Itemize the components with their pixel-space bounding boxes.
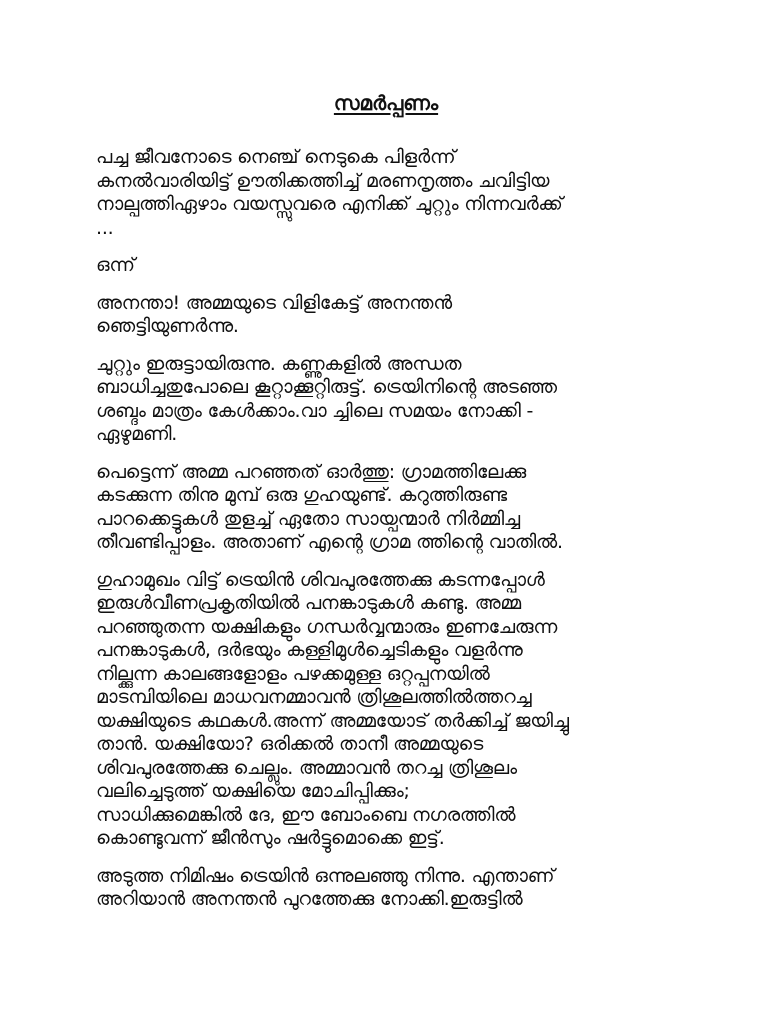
- body-paragraph: [96, 461, 676, 555]
- document-page: [96, 90, 676, 926]
- text-line: തീവണ്ടിപ്പാളം. അതാണ് എന്റെ ഗ്രാമ ത്തിന്റെ വാതിൽ.: [96, 531, 563, 553]
- text-line: വലിച്ചെടുത്ത് യക്ഷിയെ മോചിപ്പിക്കും;: [96, 780, 410, 802]
- text-line: ...: [96, 216, 114, 239]
- text-line: ഞെട്ടിയുണർന്നു.: [96, 315, 239, 337]
- text-line: ഒന്ന്: [96, 254, 135, 276]
- text-line: ഗുഹാമുഖം വിട്ട് ട്രെയിൻ ശിവപുരത്തേക്കു കടന്നപ്പോൾ: [96, 568, 545, 591]
- text-line: കൊണ്ടുവന്ന് ജീൻസും ഷർട്ടുമൊക്കെ ഇട്ട്.: [96, 827, 445, 849]
- dedication-paragraph: [96, 146, 676, 240]
- text-line: കടക്കുന്ന തിനു മുമ്പ് ഒരു ഗുഹയുണ്ട്. കറുത്തിരുണ്ട: [96, 484, 507, 506]
- text-line: താൻ. യക്ഷിയോ? ഒരിക്കൽ താനീ അമ്മയുടെ: [96, 733, 484, 755]
- text-line: അനന്താ! അമ്മയുടെ വിളികേട്ട് അനന്തൻ: [96, 291, 452, 314]
- text-line: നില്ക്കുന്ന കാലങ്ങളോളം പഴക്കമുള്ള ഒറ്റപ്പനയിൽ: [96, 662, 490, 685]
- body-paragraph: [96, 569, 676, 851]
- text-line: കനൽവാരിയിട്ട് ഊതിക്കത്തിച്ച് മരണനൃത്തം ചവിട്ടിയ: [96, 169, 550, 192]
- text-line: ശബ്ദം മാത്രം കേൾക്കാം.വാ ച്ചിലെ സമയം നോക്കി -: [96, 399, 534, 422]
- text-line: ഇരുൾവീണപ്രകൃതിയിൽ പനങ്കാടുകൾ കണ്ടു. അമ്മ: [96, 592, 521, 614]
- text-line: ബാധിച്ചതുപോലെ കൂറ്റാക്കൂറ്റിരുട്ട്. ട്രെയിനിന്റെ അടഞ്ഞ: [96, 376, 557, 398]
- text-line: ശിവപുരത്തേക്കു ചെല്ലും. അമ്മാവൻ തറച്ച ത്രിശൂലം: [96, 756, 517, 779]
- text-line: പെട്ടെന്ന് അമ്മ പറഞ്ഞത് ഓർത്തു: ഗ്രാമത്തിലേക്കു: [96, 460, 527, 483]
- text-line: അറിയാൻ അനന്തൻ പുറത്തേക്കു നോക്കി.ഇരുട്ടിൽ: [96, 888, 523, 910]
- text-line: അടുത്ത നിമിഷം ട്രെയിൻ ഒന്നുലഞ്ഞു നിന്നു. എന്താണ്: [96, 864, 555, 887]
- text-line: പനങ്കാടുകൾ, ദർഭയും കള്ളിമുൾച്ചെടികളും വളർന്നു: [96, 639, 523, 661]
- text-line: ഏഴുമണി.: [96, 423, 178, 445]
- text-line: യക്ഷിയുടെ കഥകൾ.അന്ന് അമ്മയോട് തർക്കിച്ച് ജയിച്ചു: [96, 709, 569, 732]
- body-paragraph: [96, 292, 676, 339]
- body-paragraph: [96, 353, 676, 447]
- text-line: പച്ച ജീവനോടെ നെഞ്ച് നെടുകെ പിളർന്ന്: [96, 146, 456, 168]
- body-paragraph: [96, 865, 676, 912]
- text-line: മാടമ്പിയിലെ മാധവനമ്മാവൻ ത്രിശൂലത്തിൽത്തറച്ച: [96, 686, 532, 708]
- page-title: സമർപ്പണം: [333, 91, 439, 115]
- text-line: പാറക്കെട്ടുകൾ തുളച്ച് ഏതോ സായ്പന്മാർ നിർമ്മിച്ച: [96, 507, 520, 530]
- text-line: പറഞ്ഞുതന്ന യക്ഷികളും ഗന്ധർവ്വന്മാരും ഇണചേരുന്ന: [96, 615, 558, 638]
- text-line: സാധിക്കുമെങ്കിൽ ദേ, ഈ ബോംബെ നഗരത്തിൽ: [96, 803, 516, 826]
- chapter-heading: [96, 254, 676, 278]
- text-line: ചുറ്റും ഇരുട്ടായിരുന്നു. കണ്ണുകളിൽ അന്ധത: [96, 352, 462, 375]
- text-line: നാല്പത്തിഏഴാം വയസ്സുവരെ എനിക്ക് ചുറ്റും നിന്നവർക്ക്: [96, 193, 563, 215]
